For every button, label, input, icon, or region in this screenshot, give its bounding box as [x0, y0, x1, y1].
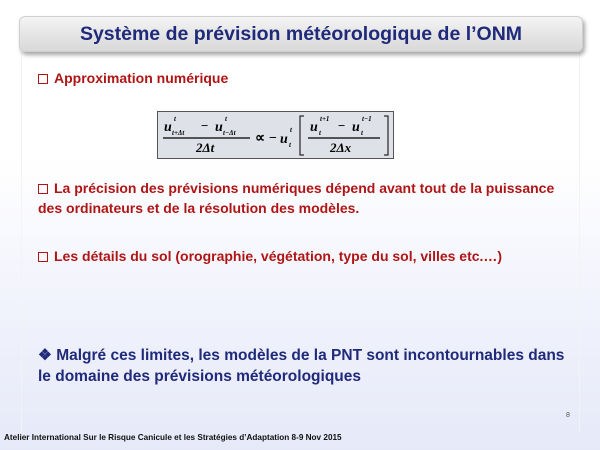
square-bullet-icon: [38, 74, 48, 84]
rhs-u1-sup: t+1: [320, 115, 330, 123]
rhs-u2-sub: t: [361, 129, 363, 137]
bullet-precision-text: La précision des prévisions numériques dépend avant tout de la puissance des ordinateurs et de la résolution des modèles.: [38, 180, 555, 216]
bullet-approximation: [38, 70, 228, 86]
rhs-denominator: 2Δx: [330, 140, 352, 155]
right-frame-line: [579, 52, 580, 432]
lhs-denominator: 2Δt: [196, 140, 215, 155]
conclusion-statement: [38, 345, 568, 387]
square-bullet-icon: [38, 252, 48, 262]
formula-box: [157, 111, 394, 159]
rhs-coef-u: u: [280, 132, 288, 147]
proportional-sign: ∝: [255, 131, 266, 146]
lhs-u1-sub: t+Δt: [172, 129, 185, 137]
left-bracket: [300, 116, 304, 155]
rhs-u1-sub: t: [319, 129, 321, 137]
lhs-u2-sub: t−Δt: [223, 129, 236, 137]
bullet-precision: [38, 178, 558, 218]
bullet-approximation-text: Approximation numérique: [54, 70, 229, 86]
rhs-minus-sign: −: [269, 131, 277, 146]
rhs-coef-sup: t: [290, 126, 292, 134]
left-frame-line: [21, 52, 22, 432]
rhs-u1: u: [310, 120, 318, 135]
finite-difference-formula: [158, 112, 393, 158]
right-bracket: [384, 116, 388, 155]
lhs-u1-sup: t: [174, 115, 176, 123]
rhs-u2-sup: t−1: [362, 115, 372, 123]
footer-text: Atelier International Sur le Risque Canicule et les Stratégies d’Adaptation 8-9 Nov 2015: [4, 433, 342, 442]
bullet-ground-details: [38, 248, 578, 264]
conclusion-text: Malgré ces limites, les modèles de la PNT sont incontournables dans le domaine des prévisions météorologiques: [38, 347, 565, 385]
slide-title: Système de prévision météorologique de l’ONM: [79, 23, 523, 45]
lhs-u1: u: [164, 120, 172, 135]
rhs-coef-sub: t: [289, 141, 291, 149]
title-bar: [19, 16, 583, 52]
bullet-ground-details-text: Les détails du sol (orographie, végétation, type du sol, villes etc.…): [54, 248, 503, 264]
rhs-u2: u: [352, 120, 360, 135]
lhs-minus: −: [201, 118, 209, 133]
lhs-u2-sup: t: [225, 115, 227, 123]
diamond-bullet-icon: ❖: [38, 347, 52, 364]
square-bullet-icon: [38, 184, 48, 194]
rhs-minus: −: [338, 118, 346, 133]
lhs-u2: u: [215, 120, 223, 135]
page-number: 8: [566, 412, 570, 419]
